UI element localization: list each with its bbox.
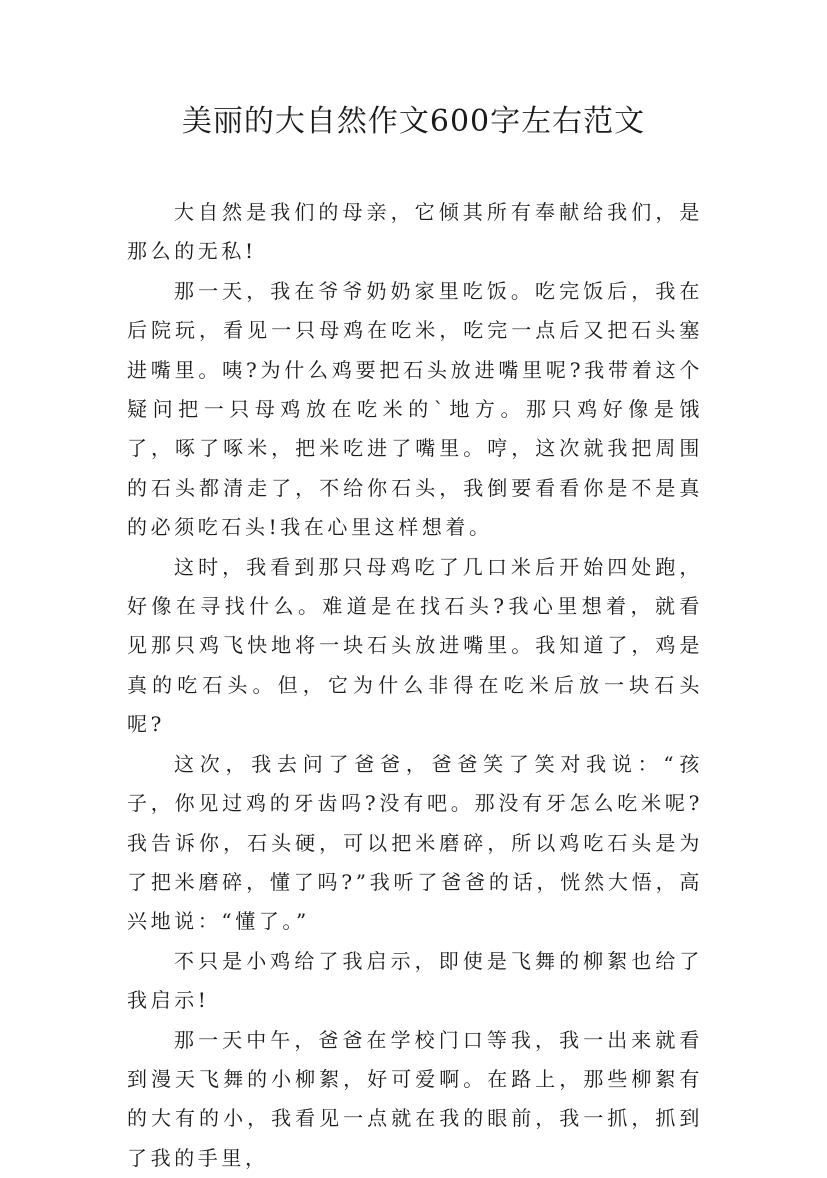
paragraph: 大自然是我们的母亲，它倾其所有奉献给我们，是那么的无私! xyxy=(127,200,703,264)
paragraph: 这次，我去问了爸爸，爸爸笑了笑对我说：“孩子，你见过鸡的牙齿吗?没有吧。那没有牙怎么吃米呢?我告诉你，石头硬，可以把米磨碎，所以鸡吃石头是为了把米磨碎，懂了吗?”我听了爸爸的话，恍然大悟，高兴地说：“懂了。” xyxy=(127,751,703,934)
paragraph: 那一天中午，爸爸在学校门口等我，我一出来就看到漫天飞舞的小柳絮，好可爱啊。在路上，那些柳絮有的大有的小，我看见一点就在我的眼前，我一抓，抓到了我的手里， xyxy=(127,1027,703,1170)
document-title: 美丽的大自然作文600字左右范文 xyxy=(181,104,646,139)
paragraph: 不只是小鸡给了我启示，即使是飞舞的柳絮也给了我启示! xyxy=(127,948,703,1013)
paragraph: 这时，我看到那只母鸡吃了几口米后开始四处跑，好像在寻找什么。难道是在找石头?我心里想着，就看见那只鸡飞快地将一块石头放进嘴里。我知道了，鸡是真的吃石头。但，它为什么非得在吃米后放一块石头呢? xyxy=(127,554,703,737)
paragraph: 那一天，我在爷爷奶奶家里吃饭。吃完饭后，我在后院玩，看见一只母鸡在吃米，吃完一点后又把石头塞进嘴里。咦?为什么鸡要把石头放进嘴里呢?我带着这个疑问把一只母鸡放在吃米的`地方。那只鸡好像是饿了，啄了啄米，把米吃进了嘴里。哼，这次就我把周围的石头都清走了，不给你石头，我倒要看看你是不是真的必须吃石头!我在心里这样想着。 xyxy=(127,278,703,540)
document-body xyxy=(127,193,703,1178)
